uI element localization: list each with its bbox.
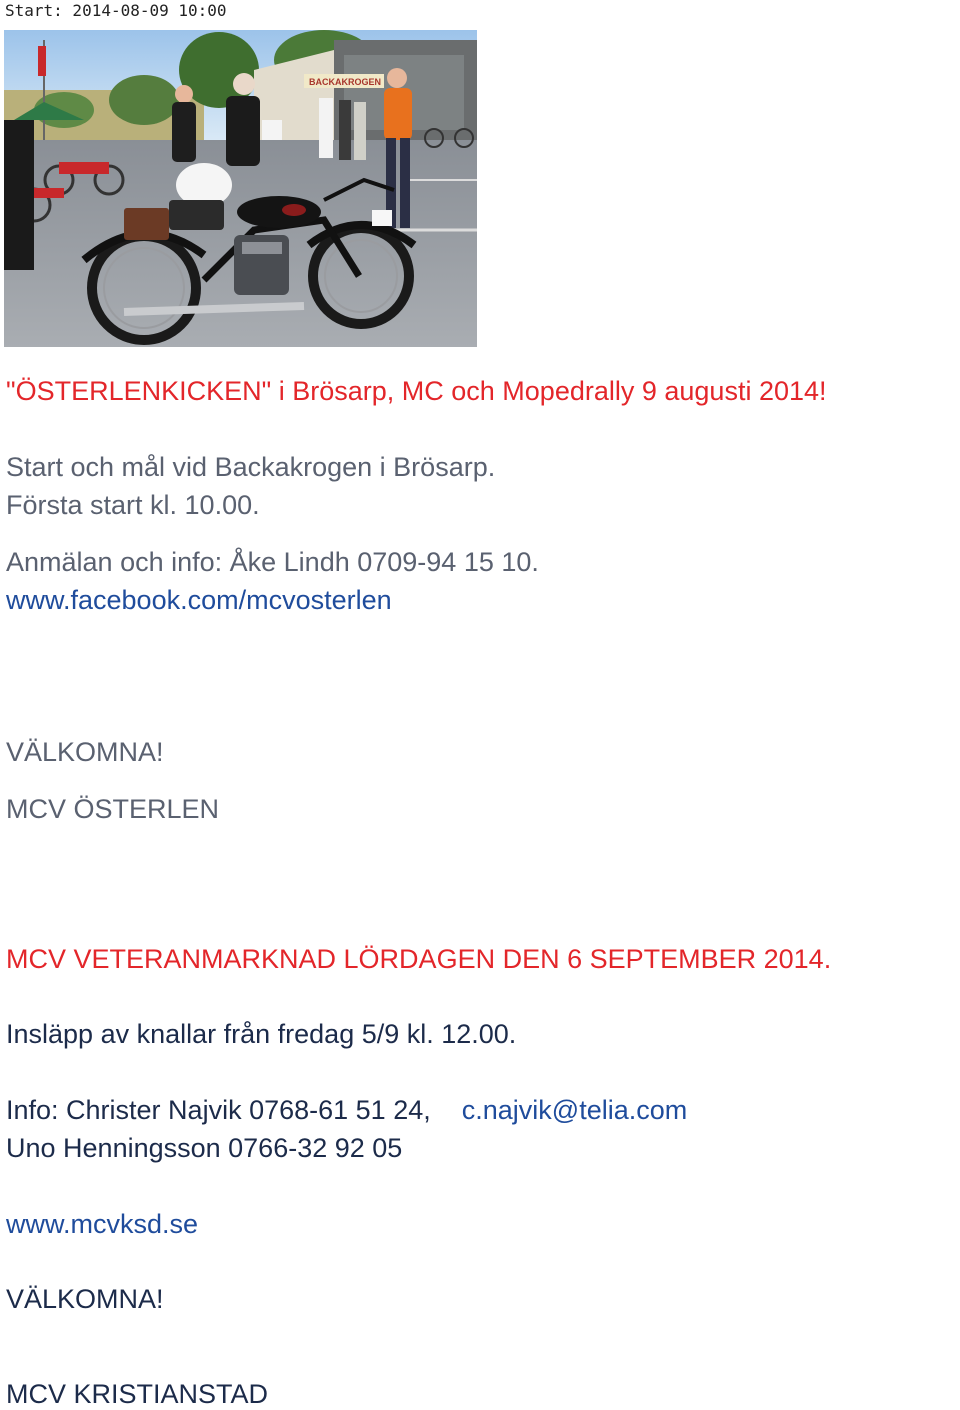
event2-second-contact: Uno Henningsson 0766-32 92 05 xyxy=(6,1133,403,1163)
event1-signup-info: Anmälan och info: Åke Lindh 0709-94 15 10. xyxy=(6,547,539,577)
event2-title: MCV VETERANMARKNAD LÖRDAGEN DEN 6 SEPTEMBER 2014. xyxy=(6,944,832,974)
event1-start-location: Start och mål vid Backakrogen i Brösarp. xyxy=(6,452,496,482)
event1-organizer: MCV ÖSTERLEN xyxy=(6,794,220,824)
event2-website-link[interactable]: www.mcvksd.se xyxy=(6,1209,199,1239)
event2-welcome: VÄLKOMNA! xyxy=(6,1284,164,1314)
event2-vendor-entry: Insläpp av knallar från fredag 5/9 kl. 12.00. xyxy=(6,1019,517,1049)
event-photo xyxy=(4,30,477,347)
event1-facebook-link[interactable]: www.facebook.com/mcvosterlen xyxy=(6,585,392,615)
event2-email-link[interactable]: c.najvik@telia.com xyxy=(461,1095,688,1125)
sign-text: BACKAKROGEN xyxy=(309,77,381,87)
event1-title: "ÖSTERLENKICKEN" i Brösarp, MC och Mopedrally 9 augusti 2014! xyxy=(6,376,827,406)
event2-info-contact: Info: Christer Najvik 0768-61 51 24, xyxy=(6,1095,431,1125)
start-timestamp: Start: 2014-08-09 10:00 xyxy=(5,1,227,20)
event2-organizer: MCV KRISTIANSTAD xyxy=(6,1379,269,1409)
event1-first-start: Första start kl. 10.00. xyxy=(6,490,260,520)
event2-info-line xyxy=(6,1094,687,1126)
event1-welcome: VÄLKOMNA! xyxy=(6,737,164,767)
